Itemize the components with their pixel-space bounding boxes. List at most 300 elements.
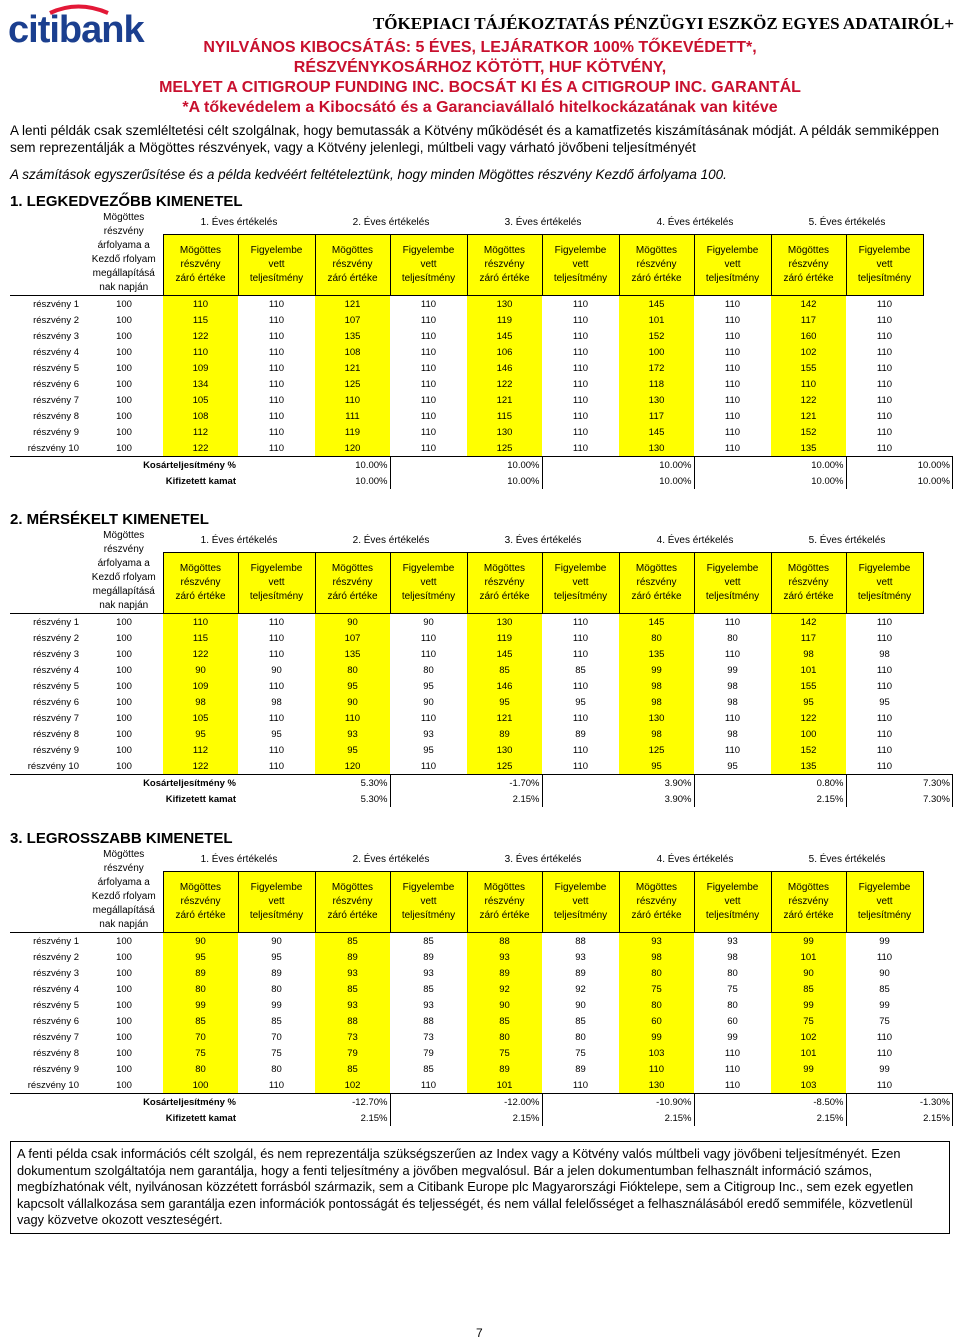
start-price: 100 <box>116 696 132 708</box>
row-value: 75 <box>619 981 694 997</box>
row-value: 130 <box>467 296 542 313</box>
header-line: vett <box>268 258 285 270</box>
header-line: részvény <box>103 863 144 874</box>
row-value: 89 <box>467 965 542 981</box>
header-line: Kezdő rfolyam <box>91 891 156 902</box>
header-line: nak napján <box>99 282 149 293</box>
summary-value: 5.30% <box>238 775 390 792</box>
header-line: Mögöttes <box>331 881 374 893</box>
row-value: 101 <box>771 1045 846 1061</box>
header-line: záró értéke <box>327 272 378 284</box>
row-value: 99 <box>619 1029 694 1045</box>
year-header: 4. Éves értékelés <box>656 534 734 546</box>
header-line: záró értéke <box>479 909 530 921</box>
row-value: 80 <box>575 1031 586 1043</box>
header-line: teljesítmény <box>249 909 304 921</box>
row-value: 130 <box>619 392 694 408</box>
row-value: 110 <box>268 346 285 358</box>
table-row <box>10 1077 953 1094</box>
summary-value: 7.30% <box>846 791 953 807</box>
basket-performance-row <box>10 775 953 792</box>
header-line: részvény <box>332 576 373 588</box>
header-line: árfolyama a <box>97 240 150 251</box>
row-value: 95 <box>879 696 890 708</box>
row-value: 101 <box>771 949 846 965</box>
row-value: 98 <box>727 951 738 963</box>
row-value: 110 <box>420 760 437 772</box>
row-value: 107 <box>315 312 390 328</box>
row-value: 90 <box>423 696 434 708</box>
summary-label: Kosárteljesítmény % <box>85 775 238 792</box>
start-price: 100 <box>116 1031 132 1043</box>
row-value: 125 <box>315 376 390 392</box>
header-line: teljesítmény <box>705 909 760 921</box>
row-value: 88 <box>467 933 542 950</box>
row-value: 110 <box>876 442 893 454</box>
subheader-closing-value <box>619 871 694 932</box>
row-value: 110 <box>420 378 437 390</box>
table-row <box>10 1061 953 1077</box>
row-value: 110 <box>846 296 923 313</box>
row-value: 75 <box>163 1045 238 1061</box>
row-value: 110 <box>420 330 437 342</box>
year-header: 4. Éves értékelés <box>656 853 734 865</box>
row-value: 90 <box>163 933 238 950</box>
row-value: 79 <box>315 1045 390 1061</box>
row-value: 75 <box>727 983 738 995</box>
row-value: 110 <box>420 410 437 422</box>
row-value: 119 <box>467 630 542 646</box>
row-value: 152 <box>771 742 846 758</box>
document-title: TŐKEPIACI TÁJÉKOZTATÁS PÉNZÜGYI ESZKÖZ EGYES ADATAIRÓL+ <box>372 14 954 33</box>
row-value: 95 <box>163 949 238 965</box>
row-value: 95 <box>575 696 586 708</box>
row-value: 95 <box>423 680 434 692</box>
row-value: 110 <box>268 314 285 326</box>
row-label: részvény 3 <box>33 967 79 979</box>
first-column-header <box>85 848 163 933</box>
row-value: 110 <box>420 394 437 406</box>
subheader-closing-value <box>771 871 846 932</box>
row-value: 99 <box>771 933 846 950</box>
row-value: 90 <box>163 662 238 678</box>
row-value: 110 <box>572 744 589 756</box>
row-value: 110 <box>771 376 846 392</box>
row-value: 112 <box>163 424 238 440</box>
row-value: 101 <box>619 312 694 328</box>
header-row-years <box>10 848 953 871</box>
blank-cell <box>10 457 85 474</box>
subheader-considered-performance <box>542 234 619 295</box>
summary-label: Kosárteljesítmény % <box>85 1094 238 1111</box>
subheader-considered-performance <box>542 871 619 932</box>
header-line: záró értéke <box>175 272 226 284</box>
row-value: 98 <box>619 949 694 965</box>
row-value: 135 <box>771 758 846 775</box>
start-price: 100 <box>116 1063 132 1075</box>
header-line: Mögöttes <box>635 244 678 256</box>
row-value: 88 <box>423 1015 434 1027</box>
row-value: 80 <box>271 1063 282 1075</box>
row-value: 110 <box>420 1079 437 1091</box>
header-line: Figyelembe <box>706 244 759 256</box>
subheader-considered-performance <box>846 234 923 295</box>
summary-value: 2.15% <box>390 1110 542 1126</box>
row-value: 110 <box>163 344 238 360</box>
row-label: részvény 9 <box>33 426 79 438</box>
header-line: vett <box>876 258 893 270</box>
row-value: 95 <box>467 694 542 710</box>
row-value: 110 <box>572 680 589 692</box>
blank-cell <box>10 848 85 871</box>
header-line: teljesítmény <box>857 590 912 602</box>
row-value: 89 <box>467 1061 542 1077</box>
table-row <box>10 312 953 328</box>
subheader-closing-value <box>619 234 694 295</box>
start-price: 100 <box>116 967 132 979</box>
row-label: részvény 8 <box>33 410 79 422</box>
row-value: 70 <box>271 1031 282 1043</box>
header-line: Figyelembe <box>402 244 455 256</box>
row-value: 89 <box>271 967 282 979</box>
start-price: 100 <box>116 648 132 660</box>
row-value: 110 <box>572 632 589 644</box>
header-line: részvény <box>788 895 829 907</box>
row-value: 110 <box>390 296 467 313</box>
intro-italic-note: A számítások egyszerűsítése és a példa kedvéért feltételeztünk, hogy minden Mögöttes részvény Kezdő árfolyama 100. <box>10 167 727 182</box>
row-label: részvény 2 <box>33 632 79 644</box>
row-value: 75 <box>575 1047 586 1059</box>
subheader-closing-value <box>467 234 542 295</box>
year-header: 5. Éves értékelés <box>808 853 886 865</box>
header-line: részvény <box>788 576 829 588</box>
row-value: 100 <box>771 726 846 742</box>
row-value: 99 <box>771 997 846 1013</box>
header-line: részvény <box>332 895 373 907</box>
header-line: részvény <box>180 258 221 270</box>
summary-value: 2.15% <box>238 1110 390 1126</box>
summary-value: 10.00% <box>390 457 542 474</box>
header-line: vett <box>268 576 285 588</box>
row-value: 110 <box>724 426 741 438</box>
subheader-considered-performance <box>390 871 467 932</box>
header-line: Mögöttes <box>635 881 678 893</box>
subheader-closing-value <box>315 552 390 613</box>
subheader-considered-performance <box>238 234 315 295</box>
row-value: 110 <box>420 426 437 438</box>
row-value: 103 <box>771 1077 846 1094</box>
header-line: vett <box>724 895 741 907</box>
row-value: 130 <box>619 710 694 726</box>
row-label: részvény 2 <box>33 951 79 963</box>
row-value: 110 <box>876 1079 893 1091</box>
header-line: Figyelembe <box>554 562 607 574</box>
table-row <box>10 933 953 950</box>
row-value: 90 <box>315 694 390 710</box>
row-value: 98 <box>727 680 738 692</box>
subheader-closing-value <box>163 234 238 295</box>
row-value: 98 <box>727 728 738 740</box>
row-value: 89 <box>575 967 586 979</box>
row-value: 80 <box>467 1029 542 1045</box>
row-value: 119 <box>315 424 390 440</box>
row-value: 110 <box>876 951 893 963</box>
row-value: 60 <box>727 1015 738 1027</box>
header-line: részvény <box>788 258 829 270</box>
row-value: 160 <box>771 328 846 344</box>
table-row <box>10 376 953 392</box>
row-label: részvény 9 <box>33 1063 79 1075</box>
header-line: vett <box>572 895 589 907</box>
row-value: 130 <box>467 742 542 758</box>
basket-performance-row <box>10 1094 953 1111</box>
header-line: részvény <box>636 258 677 270</box>
row-value: 142 <box>771 296 846 313</box>
row-value: 120 <box>315 758 390 775</box>
summary-label: Kosárteljesítmény % <box>85 457 238 474</box>
start-price: 100 <box>85 614 163 631</box>
summary-value: 2.15% <box>390 791 542 807</box>
header-line: részvény <box>484 576 525 588</box>
table-row <box>10 678 953 694</box>
row-value: 109 <box>163 360 238 376</box>
row-value: 125 <box>467 758 542 775</box>
row-value: 99 <box>163 997 238 1013</box>
table-row <box>10 1029 953 1045</box>
row-value: 110 <box>238 614 315 631</box>
row-value: 99 <box>771 1061 846 1077</box>
row-value: 110 <box>724 314 741 326</box>
header-line: részvény <box>484 895 525 907</box>
row-value: 110 <box>268 394 285 406</box>
row-label: részvény 7 <box>33 1031 79 1043</box>
header-line: Mögöttes <box>179 244 222 256</box>
header-line: teljesítmény <box>553 909 608 921</box>
row-value: 93 <box>315 997 390 1013</box>
row-value: 110 <box>542 614 619 631</box>
header-line: Figyelembe <box>402 881 455 893</box>
row-value: 110 <box>619 1061 694 1077</box>
table-row <box>10 646 953 662</box>
row-value: 134 <box>163 376 238 392</box>
summary-value: -10.90% <box>542 1094 694 1111</box>
table-row <box>10 949 953 965</box>
row-value: 110 <box>572 426 589 438</box>
row-value: 85 <box>467 662 542 678</box>
row-value: 110 <box>876 378 893 390</box>
subheader-closing-value <box>467 871 542 932</box>
header-line: megállapításá <box>92 586 155 597</box>
header-row-years <box>10 529 953 552</box>
row-value: 105 <box>163 710 238 726</box>
basket-performance-row <box>10 457 953 474</box>
year-header: 2. Éves értékelés <box>352 853 430 865</box>
row-value: 88 <box>542 933 619 950</box>
subheader-closing-value <box>315 234 390 295</box>
row-value: 110 <box>876 712 893 724</box>
row-value: 99 <box>879 1063 890 1075</box>
row-value: 85 <box>879 983 890 995</box>
start-price: 100 <box>116 680 132 692</box>
year-header: 4. Éves értékelés <box>656 216 734 228</box>
summary-value: -1.70% <box>390 775 542 792</box>
row-value: 107 <box>315 630 390 646</box>
row-label: részvény 6 <box>33 378 79 390</box>
row-value: 145 <box>619 424 694 440</box>
row-value: 98 <box>619 678 694 694</box>
table-row <box>10 1013 953 1029</box>
header-line: záró értéke <box>631 909 682 921</box>
header-line: teljesítmény <box>401 909 456 921</box>
table-row <box>10 440 953 457</box>
row-value: 98 <box>879 648 890 660</box>
row-label: részvény 4 <box>33 983 79 995</box>
row-value: 110 <box>724 744 741 756</box>
row-value: 130 <box>619 440 694 457</box>
year-header: 5. Éves értékelés <box>808 216 886 228</box>
header-line: záró értéke <box>783 590 834 602</box>
start-price: 100 <box>116 330 132 342</box>
header-line: teljesítmény <box>705 272 760 284</box>
row-value: 110 <box>572 314 589 326</box>
start-price: 100 <box>116 1015 132 1027</box>
table-row <box>10 1045 953 1061</box>
row-value: 110 <box>268 410 285 422</box>
table-row <box>10 296 953 313</box>
header-line: Figyelembe <box>858 562 911 574</box>
start-price: 100 <box>116 1079 132 1091</box>
row-value: 90 <box>575 999 586 1011</box>
row-value: 117 <box>619 408 694 424</box>
row-value: 115 <box>467 408 542 424</box>
row-value: 108 <box>315 344 390 360</box>
summary-value: 2.15% <box>694 791 846 807</box>
row-value: 111 <box>315 408 390 424</box>
row-value: 145 <box>619 614 694 631</box>
row-value: 93 <box>575 951 586 963</box>
row-value: 93 <box>315 965 390 981</box>
row-value: 110 <box>268 1079 285 1091</box>
subheader-closing-value <box>771 552 846 613</box>
row-value: 145 <box>467 328 542 344</box>
row-value: 89 <box>423 951 434 963</box>
paid-interest-row <box>10 1110 953 1126</box>
row-value: 73 <box>423 1031 434 1043</box>
table-row <box>10 328 953 344</box>
start-price: 100 <box>116 760 132 772</box>
row-value: 85 <box>423 1063 434 1075</box>
row-value: 110 <box>724 712 741 724</box>
header-line: Mögöttes <box>331 562 374 574</box>
header-line: részvény <box>180 576 221 588</box>
header-line: vett <box>420 258 437 270</box>
row-value: 110 <box>876 410 893 422</box>
row-value: 85 <box>271 1015 282 1027</box>
row-value: 95 <box>271 728 282 740</box>
header-line: Mögöttes <box>179 562 222 574</box>
row-label: részvény 1 <box>10 614 85 631</box>
red-header-line-2: RÉSZVÉNYKOSÁRHOZ KÖTÖTT, HUF KÖTVÉNY, <box>293 59 667 76</box>
disclaimer-box: A fenti példa csak információs célt szolgál, és nem reprezentálja szükségszerűen az Index vagy a Kötvény valós múltbeli vagy jövőbeni teljesítményét. Ezen dokumentum szolgáltatója nem garantálja, hogy a fenti teljesítmény a jövőben megvalósul. Bár a jelen dokumentumban felhasznált információ számos, megbízhatónak vélt, nyilvánosan közzétett forrásból származik, sem a Citibank Europe plc Magyarországi Fióktelepe, sem a Citigroup Inc., sem ezek egyetlen kapcsolt vállalkozása sem garantálja ezen információk pontosságát és teljességét, és nem vállal felelősséget a felhasználásából eredő semmiféle, közvetlenül vagy közvetve okozott veszteségért. <box>10 1141 950 1234</box>
summary-value: 3.90% <box>542 775 694 792</box>
row-value: 117 <box>771 630 846 646</box>
row-value: 95 <box>423 744 434 756</box>
summary-value: 10.00% <box>846 457 953 474</box>
row-value: 110 <box>572 346 589 358</box>
row-value: 110 <box>876 760 893 772</box>
row-value: 110 <box>876 632 893 644</box>
row-value: 110 <box>420 346 437 358</box>
paid-interest-row <box>10 791 953 807</box>
header-line: teljesítmény <box>857 272 912 284</box>
row-value: 110 <box>420 362 437 374</box>
row-value: 85 <box>423 983 434 995</box>
row-label: részvény 8 <box>33 1047 79 1059</box>
row-label: részvény 6 <box>33 696 79 708</box>
year-header: 3. Éves értékelés <box>504 216 582 228</box>
summary-value: 7.30% <box>846 775 953 792</box>
row-value: 122 <box>163 646 238 662</box>
results-table-moderate <box>10 529 953 807</box>
row-value: 117 <box>771 312 846 328</box>
row-value: 110 <box>542 296 619 313</box>
subheader-considered-performance <box>694 871 771 932</box>
row-value: 109 <box>163 678 238 694</box>
row-value: 146 <box>467 360 542 376</box>
table-row <box>10 694 953 710</box>
row-value: 110 <box>315 710 390 726</box>
row-value: 110 <box>572 362 589 374</box>
row-value: 155 <box>771 678 846 694</box>
header-line: teljesítmény <box>705 590 760 602</box>
row-value: 110 <box>724 1079 741 1091</box>
summary-value: 0.80% <box>694 775 846 792</box>
row-value: 130 <box>467 614 542 631</box>
row-value: 89 <box>575 728 586 740</box>
row-value: 101 <box>771 662 846 678</box>
row-value: 110 <box>724 378 741 390</box>
start-price: 100 <box>116 951 132 963</box>
row-label: részvény 5 <box>33 362 79 374</box>
row-value: 95 <box>727 760 738 772</box>
header-line: vett <box>724 576 741 588</box>
row-value: 92 <box>467 981 542 997</box>
row-value: 93 <box>423 967 434 979</box>
header-line: záró értéke <box>327 590 378 602</box>
header-line: Figyelembe <box>858 244 911 256</box>
row-value: 115 <box>163 312 238 328</box>
row-value: 122 <box>163 758 238 775</box>
row-value: 90 <box>238 933 315 950</box>
row-value: 99 <box>271 999 282 1011</box>
row-value: 110 <box>420 442 437 454</box>
row-value: 89 <box>575 1063 586 1075</box>
row-value: 85 <box>575 1015 586 1027</box>
year-header: 5. Éves értékelés <box>808 534 886 546</box>
row-value: 110 <box>420 712 437 724</box>
row-value: 88 <box>315 1013 390 1029</box>
row-value: 75 <box>271 1047 282 1059</box>
row-value: 110 <box>163 296 238 313</box>
row-label: részvény 10 <box>27 442 79 454</box>
row-value: 80 <box>315 662 390 678</box>
row-value: 110 <box>420 314 437 326</box>
header-line: Mögöttes <box>179 881 222 893</box>
blank-cell <box>10 211 85 234</box>
header-line: teljesítmény <box>553 272 608 284</box>
row-value: 110 <box>268 760 285 772</box>
header-line: részvény <box>332 258 373 270</box>
